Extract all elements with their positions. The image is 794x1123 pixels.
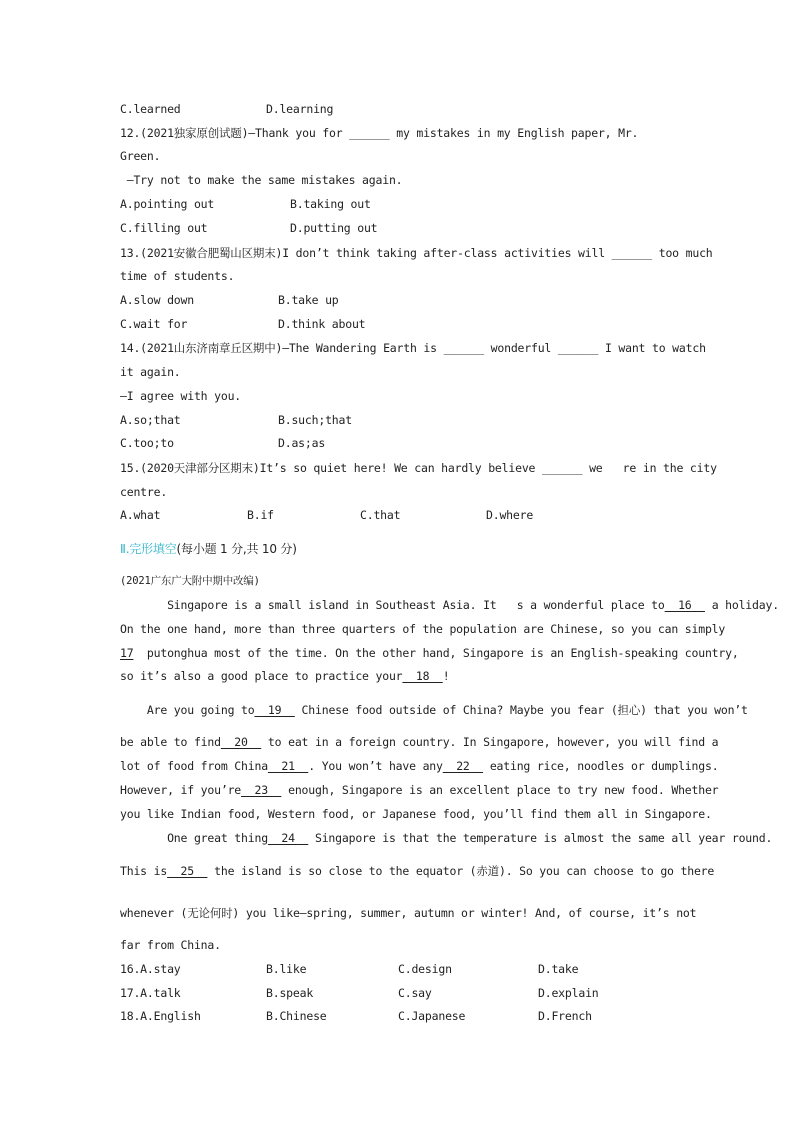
passage-text: This is bbox=[120, 864, 168, 878]
passage-line-1 bbox=[120, 597, 779, 613]
passage-line-6 bbox=[120, 734, 718, 750]
q14-option-d: D.as;as bbox=[278, 436, 326, 450]
q18-option-a: 18.A.English bbox=[120, 1009, 201, 1023]
q12-option-a: A.pointing out bbox=[120, 197, 215, 211]
q17-option-d: D.explain bbox=[538, 986, 599, 1000]
q14-stem-line1: 14.(2021山东济南章丘区期中)—The Wandering Earth is ______ wonderful ______ I want to watch bbox=[120, 341, 706, 355]
q13-stem-line1: 13.(2021安徽合肥蜀山区期末)I don’t think taking after-class activities will ______ too much bbox=[120, 246, 713, 260]
passage-line-12: whenever (无论何时) you like—spring, summer, autumn or winter! And, of course, it’s not bbox=[120, 906, 697, 920]
passage-line-3 bbox=[120, 645, 739, 661]
blank-22: 22 bbox=[442, 759, 484, 773]
passage-line-5 bbox=[120, 702, 748, 718]
passage-text: enough, Singapore is an excellent place to try new food. Whether bbox=[281, 783, 719, 797]
q15-option-c: C.that bbox=[360, 508, 401, 522]
q15-stem-line1: 15.(2020天津部分区期末)It’s so quiet here! We can hardly believe ______ we re in the city bbox=[120, 461, 717, 475]
passage-source: (2021广东广大附中期中改编) bbox=[120, 575, 260, 587]
passage-text: a holiday. bbox=[704, 598, 779, 612]
q17-option-c: C.say bbox=[398, 986, 432, 1000]
passage-line-7 bbox=[120, 758, 718, 774]
q14-option-b: B.such;that bbox=[278, 413, 352, 427]
blank-25: 25 bbox=[167, 864, 208, 878]
passage-text: Are you going to bbox=[120, 703, 255, 717]
blank-23: 23 bbox=[241, 783, 282, 797]
q12-option-c: C.filling out bbox=[120, 221, 208, 235]
q12-stem-line3: —Try not to make the same mistakes again. bbox=[120, 173, 403, 187]
passage-line-8 bbox=[120, 782, 718, 798]
passage-line-10 bbox=[120, 830, 772, 846]
passage-text: eating rice, noodles or dumplings. bbox=[483, 759, 719, 773]
q14-stem-line3: —I agree with you. bbox=[120, 389, 242, 403]
passage-text: lot of food from China bbox=[120, 759, 268, 773]
q18-option-c: C.Japanese bbox=[398, 1009, 466, 1023]
passage-text: so it’s also a good place to practice your bbox=[120, 669, 403, 683]
q18-option-d: D.French bbox=[538, 1009, 592, 1023]
section-heading-main: Ⅱ.完形填空 bbox=[120, 542, 177, 556]
passage-text: However, if you’re bbox=[120, 783, 242, 797]
blank-24: 24 bbox=[267, 831, 309, 845]
q17-option-b: B.speak bbox=[266, 986, 314, 1000]
passage-text: . You won’t have any bbox=[308, 759, 443, 773]
q16-option-c: C.design bbox=[398, 962, 452, 976]
q15-option-d: D.where bbox=[486, 508, 534, 522]
passage-line-9: you like Indian food, Western food, or Japanese food, you’ll find them all in Singapore. bbox=[120, 807, 712, 821]
q16-option-d: D.take bbox=[538, 962, 579, 976]
passage-text: Chinese food outside of China? Maybe you fear (担心) that you won’t bbox=[294, 703, 748, 717]
q17-option-a: 17.A.talk bbox=[120, 986, 181, 1000]
q16-option-b: B.like bbox=[266, 962, 307, 976]
q13-option-a: A.slow down bbox=[120, 293, 194, 307]
blank-19: 19 bbox=[254, 703, 295, 717]
q14-stem-line2: it again. bbox=[120, 365, 181, 379]
q14-option-a: A.so;that bbox=[120, 413, 181, 427]
q15-option-a: A.what bbox=[120, 508, 161, 522]
passage-text: be able to find bbox=[120, 735, 221, 749]
q18-option-b: B.Chinese bbox=[266, 1009, 327, 1023]
passage-text: the island is so close to the equator (赤道). So you can choose to go there bbox=[207, 864, 715, 878]
passage-line-13: far from China. bbox=[120, 938, 221, 952]
blank-16: 16 bbox=[664, 598, 705, 612]
q11-option-d: D.learning bbox=[266, 102, 334, 116]
q12-stem-line1: 12.(2021独家原创试题)—Thank you for ______ my mistakes in my English paper, Mr. bbox=[120, 126, 639, 140]
passage-line-11 bbox=[120, 863, 714, 879]
q12-option-b: B.taking out bbox=[290, 197, 371, 211]
passage-text: ! bbox=[442, 669, 450, 683]
blank-21: 21 bbox=[267, 759, 309, 773]
q11-option-c: C.learned bbox=[120, 102, 181, 116]
blank-18: 18 bbox=[402, 669, 443, 683]
section-heading bbox=[120, 540, 297, 558]
q12-stem-line2: Green. bbox=[120, 149, 161, 163]
passage-line-2: On the one hand, more than three quarters of the population are Chinese, so you can simply bbox=[120, 622, 726, 636]
q12-option-d: D.putting out bbox=[290, 221, 378, 235]
blank-17: 17 bbox=[120, 646, 134, 660]
passage-text: putonghua most of the time. On the other hand, Singapore is an English-speaking country, bbox=[133, 646, 739, 660]
q13-option-c: C.wait for bbox=[120, 317, 188, 331]
q13-option-d: D.think about bbox=[278, 317, 366, 331]
passage-text: Singapore is a small island in Southeast Asia. It s a wonderful place to bbox=[120, 598, 665, 612]
q13-option-b: B.take up bbox=[278, 293, 339, 307]
q14-option-c: C.too;to bbox=[120, 436, 174, 450]
passage-line-4 bbox=[120, 668, 449, 684]
passage-text: Singapore is that the temperature is almost the same all year round. bbox=[308, 831, 773, 845]
blank-20: 20 bbox=[220, 735, 262, 749]
passage-text: to eat in a foreign country. In Singapore, however, you will find a bbox=[261, 735, 719, 749]
section-heading-scoring: (每小题 1 分,共 10 分) bbox=[176, 542, 297, 556]
q13-stem-line2: time of students. bbox=[120, 269, 235, 283]
q15-stem-line2: centre. bbox=[120, 485, 168, 499]
passage-text: One great thing bbox=[120, 831, 268, 845]
q15-option-b: B.if bbox=[247, 508, 274, 522]
q16-option-a: 16.A.stay bbox=[120, 962, 181, 976]
